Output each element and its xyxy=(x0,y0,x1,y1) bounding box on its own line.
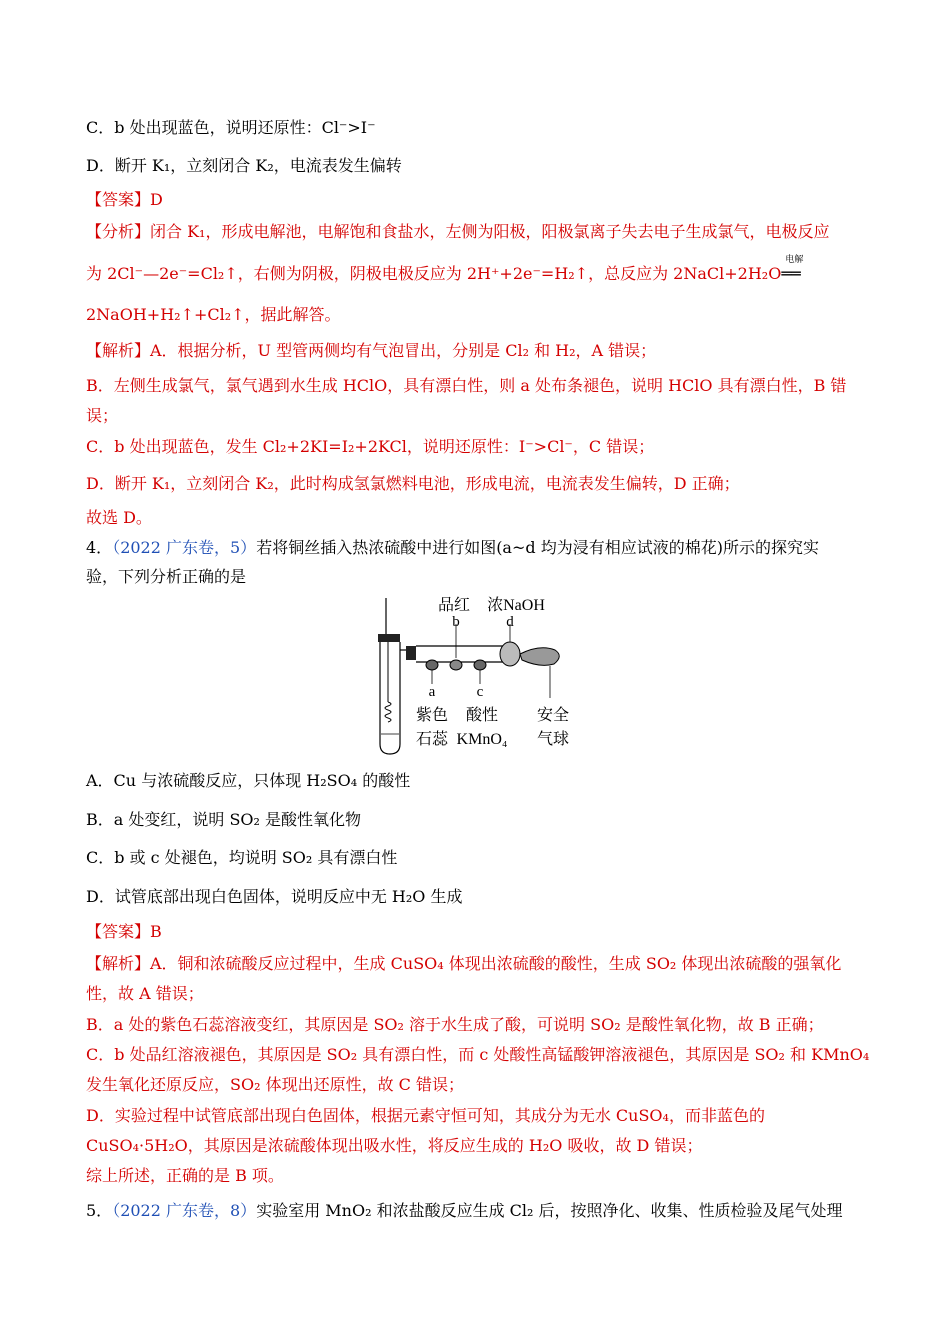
label-balloon-line1: 安全 xyxy=(536,707,570,724)
horizontal-glass-tube xyxy=(416,646,510,662)
q4-stem-line1 xyxy=(86,537,819,559)
label-b-top: 品红 xyxy=(437,597,471,614)
q4-explanation-line4: C．b 处品红溶液褪色，其原因是 SO₂ 具有漂白性，而 c 处酸性高锰酸钾溶液褪色，其原因是 SO₂ 和 KMnO₄ xyxy=(86,1045,870,1064)
q4-explanation-line1: 【解析】A．铜和浓硫酸反应过程中，生成 CuSO₄ 体现出浓硫酸的酸性，生成 SO₂ 体现出浓硫酸的强氧化 xyxy=(86,954,842,973)
q4-explanation-line2: 性，故 A 错误； xyxy=(86,984,204,1003)
q3-option-c: C．b 处出现蓝色，说明还原性：Cl⁻>I⁻ xyxy=(86,118,376,137)
q3-option-d: D．断开 K₁，立刻闭合 K₂，电流表发生偏转 xyxy=(86,156,402,175)
label-c: c xyxy=(476,684,484,700)
q4-stem-text: 若将铜丝插入热浓硫酸中进行如图(a~d 均为浸有相应试液的棉花)所示的探究实 xyxy=(256,538,819,557)
label-b: b xyxy=(452,614,460,630)
q4-option-b: B．a 处变红，说明 SO₂ 是酸性氧化物 xyxy=(86,810,362,829)
q3-analysis-text: 为 2Cl⁻—2e⁻=Cl₂↑，右侧为阴极，阴极电极反应为 2H⁺+2e⁻=H₂↑，总反应为 2NaCl+2H₂O xyxy=(86,264,782,283)
label-a: a xyxy=(428,684,436,700)
q5-number: 5． xyxy=(86,1201,113,1220)
q4-option-c: C．b 或 c 处褪色，均说明 SO₂ 具有漂白性 xyxy=(86,848,398,867)
q5-source: （2022 广东卷，8） xyxy=(112,1201,257,1220)
q3-analysis-line2 xyxy=(86,255,811,285)
label-c-line2: KMnO₄ xyxy=(456,731,508,748)
label-c-line1: 酸性 xyxy=(465,707,499,724)
q3-explanation-line5: D．断开 K₁，立刻闭合 K₂，此时构成氢氯燃料电池，形成电流，电流表发生偏转，D 正确； xyxy=(86,474,740,493)
cotton-a xyxy=(426,660,438,670)
electrolysis-arrow: 电解 ══ xyxy=(781,263,811,285)
q3-explanation-line1: 【解析】A．根据分析，U 型管两侧均有气泡冒出，分别是 Cl₂ 和 H₂，A 错误； xyxy=(86,341,657,360)
test-tube-stopper xyxy=(378,634,400,642)
cotton-d xyxy=(500,642,520,666)
q4-option-a: A．Cu 与浓硫酸反应，只体现 H₂SO₄ 的酸性 xyxy=(86,771,411,790)
q4-source: （2022 广东卷，5） xyxy=(112,538,257,557)
glass-tube-stopper xyxy=(406,646,416,660)
q4-explanation-line8: 综上所述，正确的是 B 项。 xyxy=(86,1166,284,1185)
electrolysis-label: 电解 xyxy=(785,255,804,265)
q4-explanation-line7: CuSO₄·5H₂O，其原因是浓硫酸体现出吸水性，将反应生成的 H₂O 吸收，故 D 错误； xyxy=(86,1136,703,1155)
label-d: d xyxy=(506,614,514,630)
q4-option-d: D．试管底部出现白色固体，说明反应中无 H₂O 生成 xyxy=(86,887,463,906)
label-a-line1: 紫色 xyxy=(415,707,449,724)
label-a-line2: 石蕊 xyxy=(415,731,449,748)
q3-explanation-line6: 故选 D。 xyxy=(86,508,152,527)
q4-number: 4． xyxy=(86,538,113,557)
cotton-c xyxy=(474,660,486,670)
q3-explanation-line3: 误； xyxy=(86,406,119,425)
copper-coil xyxy=(385,702,391,722)
experiment-apparatus-figure xyxy=(350,594,590,756)
safety-balloon xyxy=(520,648,559,666)
q4-explanation-line5: 发生氧化还原反应，SO₂ 体现出还原性，故 C 错误； xyxy=(86,1075,464,1094)
q3-explanation-line4: C．b 处出现蓝色，发生 Cl₂+2KI=I₂+2KCl，说明还原性：I⁻>Cl⁻，C 错误； xyxy=(86,437,655,456)
q4-explanation-line3: B．a 处的紫色石蕊溶液变红，其原因是 SO₂ 溶于水生成了酸，可说明 SO₂ 是酸性氧化物，故 B 正确； xyxy=(86,1015,824,1034)
q4-answer: 【答案】B xyxy=(86,922,162,941)
test-tube xyxy=(380,642,400,754)
q5-stem-text: 实验室用 MnO₂ 和浓盐酸反应生成 Cl₂ 后，按照净化、收集、性质检验及尾气处理 xyxy=(256,1201,843,1220)
q3-analysis-line1: 【分析】闭合 K₁，形成电解池，电解饱和食盐水，左侧为阳极，阳极氯离子失去电子生成氯气，电极反应 xyxy=(86,222,830,241)
q3-answer: 【答案】D xyxy=(86,190,163,209)
cotton-b xyxy=(450,660,462,670)
label-d-top: 浓NaOH xyxy=(487,597,545,614)
q5-stem-line1 xyxy=(86,1200,843,1222)
q4-explanation-line6: D．实验过程中试管底部出现白色固体，根据元素守恒可知，其成分为无水 CuSO₄，而非蓝色的 xyxy=(86,1106,765,1125)
label-balloon-line2: 气球 xyxy=(536,731,570,748)
q3-explanation-line2: B．左侧生成氯气，氯气遇到水生成 HClO，具有漂白性，则 a 处布条褪色，说明 HClO 具有漂白性，B 错 xyxy=(86,376,847,395)
q3-analysis-line3: 2NaOH+H₂↑+Cl₂↑，据此解答。 xyxy=(86,305,341,324)
q4-stem-line2: 验，下列分析正确的是 xyxy=(86,567,247,586)
